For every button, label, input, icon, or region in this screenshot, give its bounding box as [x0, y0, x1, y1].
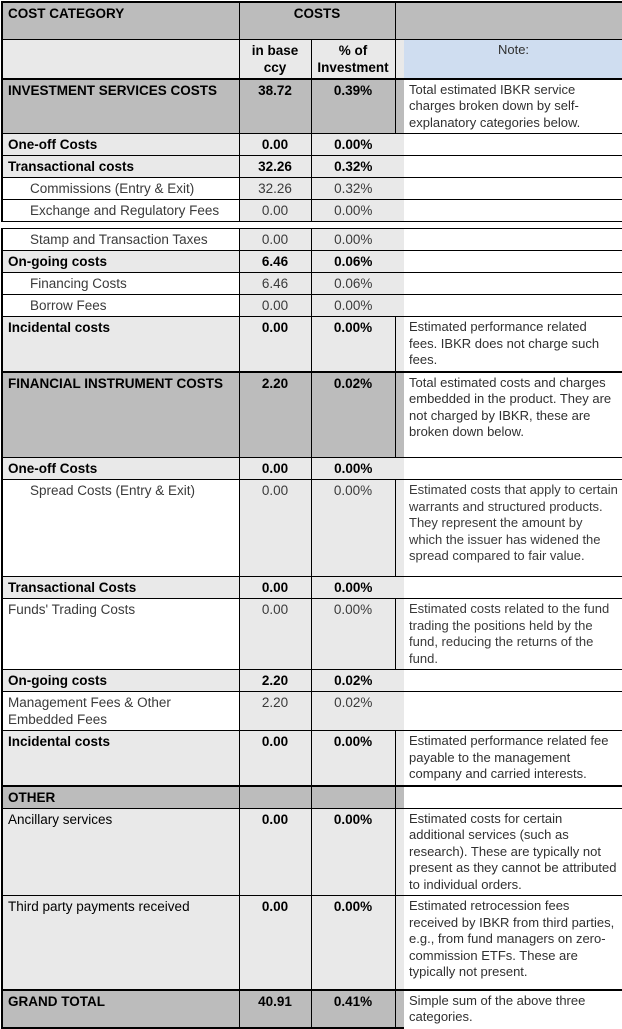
- category-cell: OTHER: [2, 786, 239, 809]
- strip-cell: [395, 295, 404, 317]
- row-incidental-costs-2: [2, 731, 622, 786]
- pct-value: 0.00%: [311, 200, 395, 222]
- row-commissions: [2, 178, 622, 200]
- header-empty-cell: [395, 2, 622, 39]
- strip-cell: [395, 156, 404, 178]
- note-cell: [404, 692, 622, 731]
- category-cell: Transactional costs: [2, 156, 239, 178]
- base-ccy-value: 0.00: [239, 458, 311, 480]
- row-transactional-costs-2: [2, 577, 622, 599]
- subheader-empty-cell: [2, 39, 239, 79]
- pct-value: 0.02%: [311, 372, 395, 458]
- note-cell: [404, 786, 622, 809]
- pct-value: 0.00%: [311, 480, 395, 577]
- base-ccy-value: 0.00: [239, 200, 311, 222]
- note-cell: [404, 156, 622, 178]
- base-ccy-value: 2.20: [239, 670, 311, 692]
- pct-value: 0.00%: [311, 731, 395, 786]
- spacer-cell: [2, 222, 622, 229]
- strip-cell: [395, 178, 404, 200]
- pct-value: 0.00%: [311, 599, 395, 670]
- pct-of-investment-header: % of Investment: [311, 39, 395, 79]
- base-ccy-value: 0.00: [239, 229, 311, 251]
- note-cell: Estimated costs for certain additional services (such as research). These are typically not present as they cannot be attributed to individual orders.: [404, 808, 622, 896]
- base-ccy-value: 38.72: [239, 79, 311, 134]
- note-cell: [404, 295, 622, 317]
- row-management-fees: [2, 692, 622, 731]
- strip-cell: [395, 577, 404, 599]
- base-ccy-value: 32.26: [239, 178, 311, 200]
- note-cell: [404, 178, 622, 200]
- note-cell: [404, 251, 622, 273]
- cost-category-header: COST CATEGORY: [2, 2, 239, 39]
- row-other: [2, 786, 622, 809]
- pct-value: 0.02%: [311, 670, 395, 692]
- row-financial-instrument-costs: [2, 372, 622, 458]
- strip-cell: [395, 731, 404, 786]
- pct-value: 0.06%: [311, 273, 395, 295]
- strip-cell: [395, 79, 404, 134]
- category-cell: Funds' Trading Costs: [2, 599, 239, 670]
- row-stamp-transaction-taxes: [2, 229, 622, 251]
- table-subheader-row: [2, 39, 622, 79]
- base-ccy-value: 0.00: [239, 317, 311, 372]
- strip-cell: [395, 458, 404, 480]
- base-ccy-value: 32.26: [239, 156, 311, 178]
- row-funds-trading-costs: [2, 599, 622, 670]
- strip-cell: [395, 599, 404, 670]
- pct-value: 0.39%: [311, 79, 395, 134]
- pct-value: 0.00%: [311, 896, 395, 990]
- row-transactional-costs-1: [2, 156, 622, 178]
- category-cell: Ancillary services: [2, 808, 239, 896]
- in-base-ccy-header: in base ccy: [239, 39, 311, 79]
- pct-value: 0.00%: [311, 295, 395, 317]
- note-cell: Estimated costs related to the fund trading the positions held by the fund, reducing the returns of the fund.: [404, 599, 622, 670]
- spacer-row: [2, 222, 622, 229]
- note-header: Note:: [404, 39, 622, 79]
- strip-cell: [395, 480, 404, 577]
- category-cell: Incidental costs: [2, 731, 239, 786]
- note-cell: [404, 229, 622, 251]
- strip-cell: [395, 273, 404, 295]
- base-ccy-value: 2.20: [239, 372, 311, 458]
- strip-cell: [395, 786, 404, 809]
- strip-cell: [395, 134, 404, 156]
- strip-cell: [395, 200, 404, 222]
- category-cell: On-going costs: [2, 670, 239, 692]
- note-cell: [404, 670, 622, 692]
- row-borrow-fees: [2, 295, 622, 317]
- pct-value: [311, 786, 395, 809]
- base-ccy-value: 40.91: [239, 990, 311, 1028]
- category-cell: Spread Costs (Entry & Exit): [2, 480, 239, 577]
- base-ccy-value: 6.46: [239, 273, 311, 295]
- base-ccy-value: 0.00: [239, 896, 311, 990]
- strip-cell: [395, 372, 404, 458]
- note-cell: Estimated retrocession fees received by IBKR from third parties, e.g., from fund managers on zero-commission ETFs. These are typically not present.: [404, 896, 622, 990]
- pct-value: 0.06%: [311, 251, 395, 273]
- row-grand-total: [2, 990, 622, 1028]
- pct-value: 0.41%: [311, 990, 395, 1028]
- row-on-going-costs-2: [2, 670, 622, 692]
- category-cell: One-off Costs: [2, 458, 239, 480]
- base-ccy-value: 0.00: [239, 295, 311, 317]
- note-cell: [404, 134, 622, 156]
- note-cell: Estimated performance related fees. IBKR does not charge such fees.: [404, 317, 622, 372]
- category-cell: Stamp and Transaction Taxes: [2, 229, 239, 251]
- category-cell: Transactional Costs: [2, 577, 239, 599]
- pct-value: 0.32%: [311, 178, 395, 200]
- strip-cell: [395, 808, 404, 896]
- costs-header: COSTS: [239, 2, 395, 39]
- strip-cell: [395, 896, 404, 990]
- strip-cell: [395, 692, 404, 731]
- base-ccy-value: 0.00: [239, 480, 311, 577]
- strip-cell: [395, 229, 404, 251]
- strip-cell: [395, 39, 404, 79]
- strip-cell: [395, 990, 404, 1028]
- category-cell: Borrow Fees: [2, 295, 239, 317]
- base-ccy-value: 0.00: [239, 577, 311, 599]
- pct-value: 0.00%: [311, 229, 395, 251]
- note-cell: Simple sum of the above three categories.: [404, 990, 622, 1028]
- row-exchange-regulatory-fees: [2, 200, 622, 222]
- note-cell: Total estimated costs and charges embedded in the product. They are not charged by IBKR, these are broken down below.: [404, 372, 622, 458]
- note-cell: Estimated performance related fee payable to the management company and carried interests.: [404, 731, 622, 786]
- row-third-party-payments: [2, 896, 622, 990]
- row-incidental-costs-1: [2, 317, 622, 372]
- base-ccy-value: 0.00: [239, 731, 311, 786]
- pct-value: 0.02%: [311, 692, 395, 731]
- category-cell: GRAND TOTAL: [2, 990, 239, 1028]
- category-cell: On-going costs: [2, 251, 239, 273]
- base-ccy-value: 6.46: [239, 251, 311, 273]
- pct-value: 0.00%: [311, 458, 395, 480]
- note-cell: [404, 577, 622, 599]
- strip-cell: [395, 670, 404, 692]
- row-financing-costs: [2, 273, 622, 295]
- category-cell: Commissions (Entry & Exit): [2, 178, 239, 200]
- row-one-off-costs-1: [2, 134, 622, 156]
- category-cell: Incidental costs: [2, 317, 239, 372]
- row-spread-costs: [2, 480, 622, 577]
- pct-value: 0.00%: [311, 577, 395, 599]
- category-cell: INVESTMENT SERVICES COSTS: [2, 79, 239, 134]
- category-cell: Exchange and Regulatory Fees: [2, 200, 239, 222]
- row-investment-services-costs: [2, 79, 622, 134]
- base-ccy-value: [239, 786, 311, 809]
- category-cell: Financing Costs: [2, 273, 239, 295]
- pct-value: 0.00%: [311, 134, 395, 156]
- base-ccy-value: 0.00: [239, 599, 311, 670]
- category-cell: FINANCIAL INSTRUMENT COSTS: [2, 372, 239, 458]
- row-ancillary-services: [2, 808, 622, 896]
- pct-value: 0.32%: [311, 156, 395, 178]
- cost-report-table: [1, 1, 622, 1029]
- note-cell: Estimated costs that apply to certain warrants and structured products. They represent the amount by which the issuer has widened the spread compared to fair value.: [404, 480, 622, 577]
- category-cell: One-off Costs: [2, 134, 239, 156]
- note-cell: [404, 458, 622, 480]
- note-cell: Total estimated IBKR service charges broken down by self-explanatory categories below.: [404, 79, 622, 134]
- strip-cell: [395, 317, 404, 372]
- row-on-going-costs-1: [2, 251, 622, 273]
- base-ccy-value: 0.00: [239, 134, 311, 156]
- category-cell: Third party payments received: [2, 896, 239, 990]
- base-ccy-value: 2.20: [239, 692, 311, 731]
- pct-value: 0.00%: [311, 808, 395, 896]
- note-cell: [404, 273, 622, 295]
- pct-value: 0.00%: [311, 317, 395, 372]
- row-one-off-costs-2: [2, 458, 622, 480]
- base-ccy-value: 0.00: [239, 808, 311, 896]
- note-cell: [404, 200, 622, 222]
- strip-cell: [395, 251, 404, 273]
- category-cell: Management Fees & Other Embedded Fees: [2, 692, 239, 731]
- table-header-row: [2, 2, 622, 39]
